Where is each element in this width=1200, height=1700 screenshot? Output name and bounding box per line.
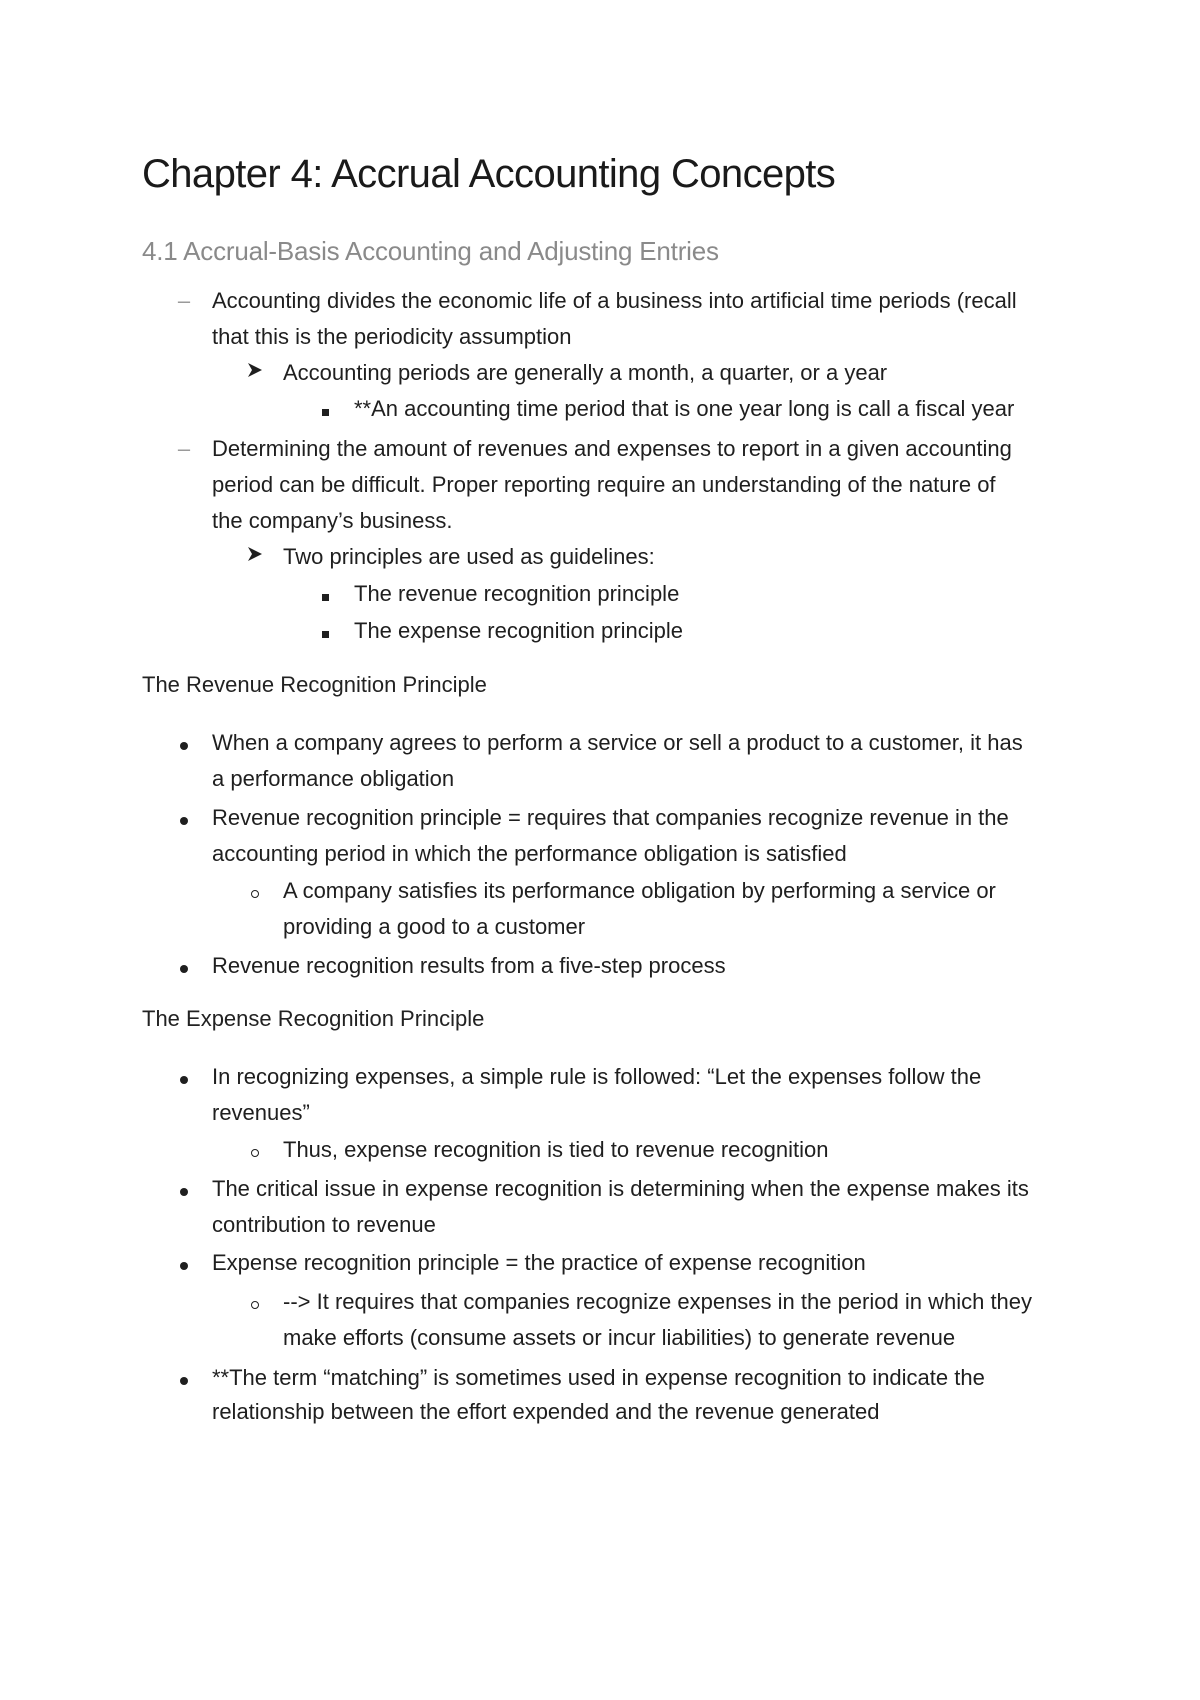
dot-bullet-icon [174,804,194,832]
list-item-text: the company’s business. [212,508,453,533]
revenue-heading: The Revenue Recognition Principle [142,672,487,697]
dot-bullet-icon [174,1175,194,1203]
square-bullet-icon [315,580,335,608]
list-item-text: **The term “matching” is sometimes used in expense recognition to indicate the [212,1365,985,1390]
dot-bullet-icon [174,729,194,757]
circle-bullet-icon [245,1136,265,1164]
list-item-text: period can be difficult. Proper reporting require an understanding of the nature of [212,472,996,497]
list-item-text: revenues” [212,1100,310,1125]
circle-bullet-icon [245,877,265,905]
list-item-text: Expense recognition principle = the practice of expense recognition [212,1250,866,1275]
list-item-text: relationship between the effort expended and the revenue generated [212,1399,880,1424]
arrow-bullet-icon [246,545,266,563]
list-item-text: make efforts (consume assets or incur liabilities) to generate revenue [283,1325,956,1350]
list-item-text: --> It requires that companies recognize expenses in the period in which they [283,1289,1033,1314]
list-item-text: The critical issue in expense recognition is determining when the expense makes its [212,1176,1029,1201]
list-item-text: The revenue recognition principle [354,581,680,606]
list-item-text: Determining the amount of revenues and expenses to report in a given accounting [212,436,1012,461]
square-bullet-icon [315,395,335,423]
list-item-text: providing a good to a customer [283,914,586,939]
list-item-text: Accounting divides the economic life of a business into artificial time periods (recall [212,288,1017,313]
chapter-title: Chapter 4: Accrual Accounting Concepts [142,152,836,196]
dash-marker: – [177,288,191,313]
square-bullet-icon [315,617,335,645]
dot-bullet-icon [174,1364,194,1392]
list-item-text: The expense recognition principle [354,618,683,643]
list-item-text: accounting period in which the performance obligation is satisfied [212,841,847,866]
list-item-text: In recognizing expenses, a simple rule is followed: “Let the expenses follow the [212,1064,982,1089]
expense-heading: The Expense Recognition Principle [142,1006,485,1031]
dot-bullet-icon [174,1063,194,1091]
list-item-text: a performance obligation [212,766,455,791]
list-item-text: Revenue recognition results from a five-step process [212,953,726,978]
list-item-text: that this is the periodicity assumption [212,324,572,349]
circle-bullet-icon [245,1288,265,1316]
dot-bullet-icon [174,1249,194,1277]
list-item-text: **An accounting time period that is one year long is call a fiscal year [354,396,1015,421]
dash-marker: – [177,436,191,461]
list-item-text: Thus, expense recognition is tied to revenue recognition [283,1137,829,1162]
list-item-text: A company satisfies its performance obligation by performing a service or [283,878,996,903]
section-title: 4.1 Accrual-Basis Accounting and Adjusting Entries [142,236,719,266]
list-item-text: When a company agrees to perform a service or sell a product to a customer, it has [212,730,1023,755]
list-item-text: Two principles are used as guidelines: [283,544,655,569]
list-item-text: Revenue recognition principle = requires that companies recognize revenue in the [212,805,1009,830]
list-item-text: contribution to revenue [212,1212,436,1237]
arrow-bullet-icon [246,361,266,379]
list-item-text: Accounting periods are generally a month, a quarter, or a year [283,360,888,385]
dot-bullet-icon [174,952,194,980]
